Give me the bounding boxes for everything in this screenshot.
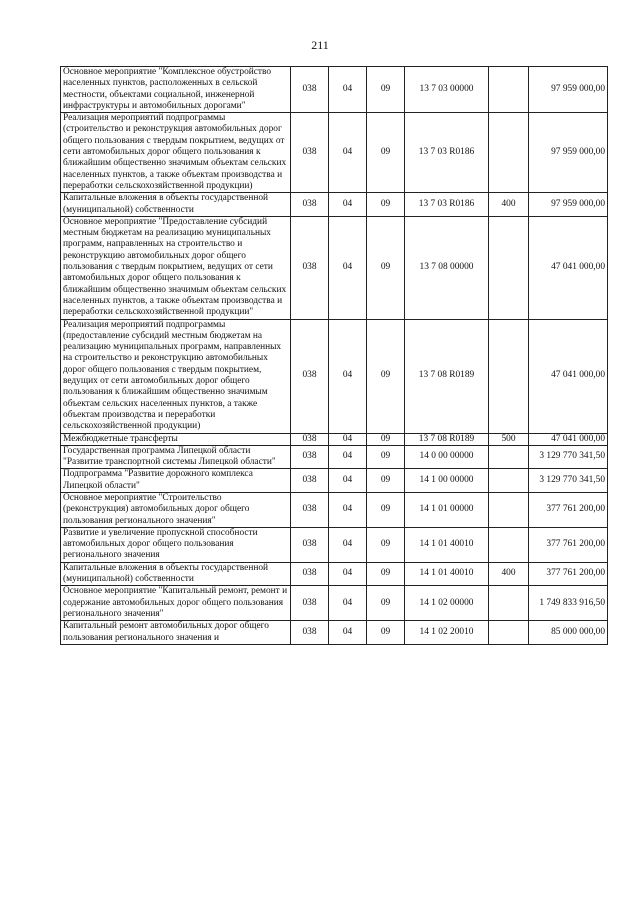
row-section: 04 (329, 67, 367, 113)
row-grbs: 038 (291, 445, 329, 469)
row-name: Государственная программа Липецкой области "Развитие транспортной системы Липецкой области" (61, 445, 291, 469)
table-row (61, 527, 608, 562)
row-name: Основное мероприятие "Строительство (реконструкция) автомобильных дорог общего пользования регионального значения" (61, 492, 291, 527)
row-expense-type (489, 319, 529, 433)
page-number: 211 (311, 38, 329, 52)
row-section: 04 (329, 469, 367, 493)
row-target-article: 14 1 01 40010 (405, 562, 489, 586)
table-row (61, 319, 608, 433)
row-section: 04 (329, 492, 367, 527)
row-expense-type (489, 67, 529, 113)
row-amount: 47 041 000,00 (529, 433, 608, 445)
row-subsection: 09 (367, 67, 405, 113)
row-grbs: 038 (291, 527, 329, 562)
budget-table (60, 66, 608, 645)
table-row (61, 445, 608, 469)
row-subsection: 09 (367, 586, 405, 621)
table-row (61, 193, 608, 217)
row-subsection: 09 (367, 562, 405, 586)
row-amount: 47 041 000,00 (529, 319, 608, 433)
row-section: 04 (329, 113, 367, 193)
row-name: Межбюджетные трансферты (61, 433, 291, 445)
row-grbs: 038 (291, 113, 329, 193)
row-section: 04 (329, 445, 367, 469)
row-amount: 85 000 000,00 (529, 621, 608, 645)
row-section: 04 (329, 319, 367, 433)
row-grbs: 038 (291, 492, 329, 527)
row-subsection: 09 (367, 113, 405, 193)
table-row (61, 113, 608, 193)
row-section: 04 (329, 562, 367, 586)
row-expense-type (489, 621, 529, 645)
row-name: Реализация мероприятий подпрограммы (предоставление субсидий местным бюджетам на реализацию муниципальных программ, направленных на строительство и реконструкцию автомобильных дорог общего пользования с твердым покрытием, ведущих от сети автомобильных дорог общего пользования к ближайшим общественно значимым объектам сельских населенных пунктов, а также объектам производства и переработки сельскохозяйственной продукции) (61, 319, 291, 433)
row-target-article: 14 1 01 40010 (405, 527, 489, 562)
row-subsection: 09 (367, 527, 405, 562)
row-expense-type (489, 586, 529, 621)
table-row (61, 433, 608, 445)
row-name: Развитие и увеличение пропускной способности автомобильных дорог общего пользования регионального значения (61, 527, 291, 562)
table-row (61, 621, 608, 645)
row-expense-type (489, 492, 529, 527)
row-section: 04 (329, 586, 367, 621)
row-name: Основное мероприятие "Предоставление субсидий местным бюджетам на реализацию муниципальных программ, направленных на строительство и реконструкцию автомобильных дорог общего пользования с твердым покрытием, ведущих от сети автомобильных дорог общего пользования к ближайшим общественно значимым объектам сельских населенных пунктов, а также объектам производства и переработки сельскохозяйственной продукции" (61, 216, 291, 319)
row-grbs: 038 (291, 319, 329, 433)
row-grbs: 038 (291, 562, 329, 586)
row-grbs: 038 (291, 586, 329, 621)
row-name: Капитальный ремонт автомобильных дорог общего пользования регионального значения и (61, 621, 291, 645)
row-name: Подпрограмма "Развитие дорожного комплекса Липецкой области" (61, 469, 291, 493)
row-target-article: 14 1 00 00000 (405, 469, 489, 493)
row-section: 04 (329, 527, 367, 562)
budget-table-body (61, 67, 608, 645)
row-name: Капитальные вложения в объекты государственной (муниципальной) собственности (61, 562, 291, 586)
row-grbs: 038 (291, 433, 329, 445)
table-row (61, 216, 608, 319)
row-name: Капитальные вложения в объекты государственной (муниципальной) собственности (61, 193, 291, 217)
row-grbs: 038 (291, 193, 329, 217)
row-amount: 97 959 000,00 (529, 113, 608, 193)
row-section: 04 (329, 621, 367, 645)
row-subsection: 09 (367, 433, 405, 445)
row-expense-type (489, 113, 529, 193)
row-grbs: 038 (291, 67, 329, 113)
row-amount: 3 129 770 341,50 (529, 445, 608, 469)
row-amount: 1 749 833 916,50 (529, 586, 608, 621)
row-amount: 377 761 200,00 (529, 562, 608, 586)
row-amount: 97 959 000,00 (529, 193, 608, 217)
row-expense-type: 400 (489, 562, 529, 586)
row-target-article: 13 7 08 R0189 (405, 319, 489, 433)
row-subsection: 09 (367, 216, 405, 319)
row-target-article: 14 1 02 20010 (405, 621, 489, 645)
row-target-article: 13 7 03 00000 (405, 67, 489, 113)
row-amount: 377 761 200,00 (529, 492, 608, 527)
row-name: Основное мероприятие "Капитальный ремонт, ремонт и содержание автомобильных дорог общего пользования регионального значения" (61, 586, 291, 621)
row-expense-type (489, 527, 529, 562)
row-expense-type: 400 (489, 193, 529, 217)
row-target-article: 13 7 03 R0186 (405, 193, 489, 217)
table-row (61, 586, 608, 621)
row-subsection: 09 (367, 193, 405, 217)
row-grbs: 038 (291, 469, 329, 493)
row-target-article: 13 7 08 00000 (405, 216, 489, 319)
row-section: 04 (329, 216, 367, 319)
row-target-article: 13 7 08 R0189 (405, 433, 489, 445)
row-name: Основное мероприятие "Комплексное обустройство населенных пунктов, расположенных в сельской местности, объектами социальной, инженерной инфраструктуры и автомобильных дорогами" (61, 67, 291, 113)
row-amount: 47 041 000,00 (529, 216, 608, 319)
row-name: Реализация мероприятий подпрограммы (строительство и реконструкция автомобильных дорог общего пользования с твердым покрытием, ведущих от сети автомобильных дорог общего пользования к ближайшим общественно значимым объектам сельских населенных пунктов, а также объектам производства и переработки сельскохозяйственной продукции) (61, 113, 291, 193)
row-subsection: 09 (367, 445, 405, 469)
table-row (61, 469, 608, 493)
row-target-article: 14 1 01 00000 (405, 492, 489, 527)
row-subsection: 09 (367, 469, 405, 493)
row-section: 04 (329, 433, 367, 445)
table-row (61, 492, 608, 527)
row-grbs: 038 (291, 216, 329, 319)
row-grbs: 038 (291, 621, 329, 645)
row-expense-type (489, 216, 529, 319)
row-target-article: 13 7 03 R0186 (405, 113, 489, 193)
table-row (61, 562, 608, 586)
row-section: 04 (329, 193, 367, 217)
table-row (61, 67, 608, 113)
row-amount: 3 129 770 341,50 (529, 469, 608, 493)
row-amount: 97 959 000,00 (529, 67, 608, 113)
row-expense-type (489, 469, 529, 493)
row-target-article: 14 0 00 00000 (405, 445, 489, 469)
row-subsection: 09 (367, 621, 405, 645)
row-subsection: 09 (367, 319, 405, 433)
row-expense-type (489, 445, 529, 469)
row-amount: 377 761 200,00 (529, 527, 608, 562)
row-expense-type: 500 (489, 433, 529, 445)
row-target-article: 14 1 02 00000 (405, 586, 489, 621)
row-subsection: 09 (367, 492, 405, 527)
